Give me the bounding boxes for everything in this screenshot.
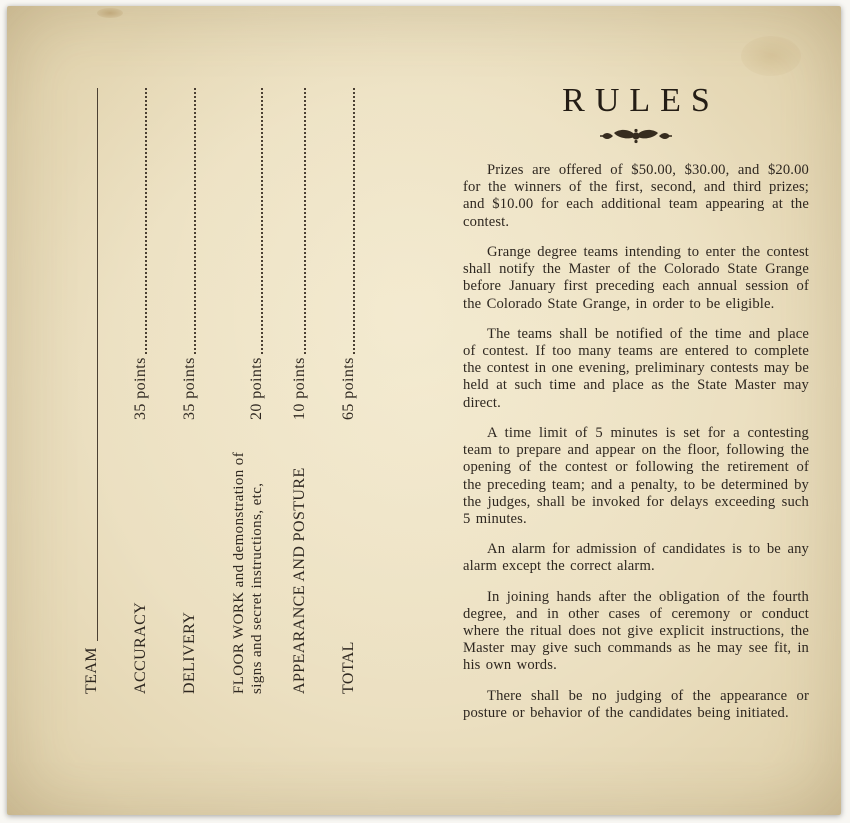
team-label: TEAM	[83, 647, 100, 694]
rules-paragraph-2: Grange degree teams intending to enter the contest shall notify the Master of the Colorado State Grange before January first preceding each annual session of the Colorado State Grange, in order to be eligible.	[463, 243, 809, 312]
fleuron-ornament	[463, 126, 809, 146]
score-row-appearance	[291, 88, 310, 694]
rules-paragraph-7: There shall be no judging of the appearance or posture or behavior of the candidates being initiated.	[463, 687, 809, 721]
score-row-delivery	[181, 88, 200, 694]
accuracy-label: ACCURACY	[131, 601, 149, 694]
delivery-dotted-line	[194, 88, 196, 354]
score-row-team	[83, 88, 102, 694]
score-row-total	[340, 88, 359, 694]
accuracy-points: 35 points	[131, 357, 149, 420]
total-points: 65 points	[340, 357, 357, 420]
rules-paragraph-3: The teams shall be notified of the time and place of contest. If too many teams are entered to complete the contest in one evening, preliminary contests may be held at such time and place as the State Master may direct.	[463, 325, 809, 411]
delivery-points: 35 points	[180, 357, 198, 420]
rules-paragraphs	[463, 162, 809, 722]
age-stain	[741, 36, 801, 76]
appearance-dotted-line	[304, 88, 306, 354]
score-row-accuracy	[132, 88, 151, 694]
scorecard	[59, 88, 399, 694]
score-row-floor-work	[230, 88, 268, 694]
total-dotted-line	[353, 88, 355, 354]
rules-paragraph-6: In joining hands after the obligation of the fourth degree, and in other cases of ceremony or conduct where the ritual does not give explicit instructions, the Master may give such commands as he may see fit, in his own words.	[463, 588, 809, 674]
delivery-label: DELIVERY	[180, 611, 198, 694]
accuracy-dotted-line	[145, 88, 147, 354]
rules-title: RULES	[562, 82, 720, 119]
appearance-label: APPEARANCE AND POSTURE	[291, 467, 309, 694]
rules-paragraph-4: A time limit of 5 minutes is set for a contesting team to prepare and appear on the floor, following the opening of the contest or following the retirement of the preceding team; and a penalty, to be determined by the judges, shall be invoked for delays exceeding such 5 minutes.	[463, 424, 809, 527]
floor-work-points: 20 points	[248, 357, 266, 420]
scanned-page	[7, 6, 841, 815]
team-fill-line	[97, 88, 98, 641]
scorecard-rotated-content	[59, 88, 399, 694]
total-label: TOTAL	[340, 641, 357, 694]
floor-work-dotted-line	[261, 88, 263, 354]
rules-paragraph-1: Prizes are offered of $50.00, $30.00, and $20.00 for the winners of the first, second, and third prizes; and $10.00 for each additional team appearing at the contest.	[463, 162, 809, 230]
floor-work-label: FLOOR WORK and demonstration of signs and secret instructions, etc,	[230, 451, 266, 694]
rules-section	[463, 82, 809, 735]
appearance-points: 10 points	[291, 357, 309, 420]
age-stain	[97, 8, 123, 18]
rules-paragraph-5: An alarm for admission of candidates is to be any alarm except the correct alarm.	[463, 541, 809, 575]
